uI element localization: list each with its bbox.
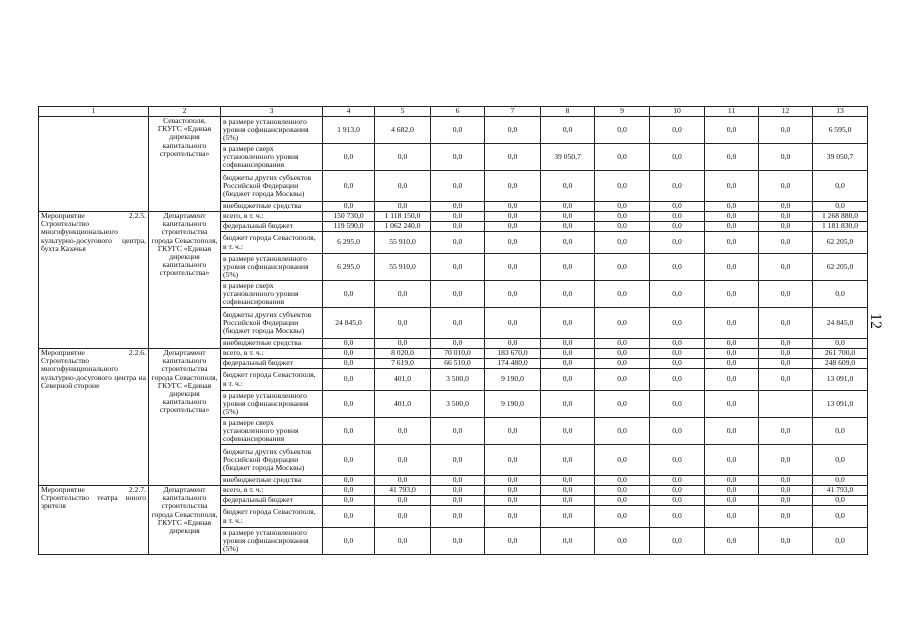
value-cell: 0,0 (541, 528, 595, 555)
value-cell: 0,0 (759, 445, 813, 476)
value-cell: 6 295,0 (323, 232, 375, 254)
value-cell: 0,0 (541, 486, 595, 496)
value-cell: 0,0 (705, 476, 759, 486)
measure-name-cell: Мероприятие 2.2.5. Строительство многофункционального культурно-досугового центра, бухта Казачья (39, 212, 149, 349)
value-cell: 41 793,0 (813, 486, 868, 496)
executor-cell: Департамент капитального строительства города Севастополя, ГКУГС «Единая дирекция капитального строительства» (149, 212, 221, 349)
value-cell: 0,0 (485, 222, 541, 232)
value-cell: 0,0 (705, 369, 759, 391)
value-cell: 401,0 (375, 369, 431, 391)
value-cell: 0,0 (431, 486, 485, 496)
funding-source-cell: всего, в т. ч.: (221, 349, 323, 359)
executor-cell: Департамент капитального строительства города Севастополя, ГКУГС «Единая дирекция (149, 486, 221, 555)
value-cell: 13 091,0 (813, 391, 868, 418)
value-cell: 0,0 (705, 339, 759, 349)
value-cell: 0,0 (595, 418, 650, 445)
funding-source-cell: бюджеты других субъектов Российской Федерации (бюджет города Москвы) (221, 308, 323, 339)
value-cell: 0,0 (759, 339, 813, 349)
value-cell: 0,0 (595, 281, 650, 308)
value-cell: 0,0 (431, 212, 485, 222)
funding-source-cell: бюджеты других субъектов Российской Федерации (бюджет города Москвы) (221, 171, 323, 202)
value-cell: 0,0 (705, 117, 759, 144)
value-cell: 0,0 (485, 144, 541, 171)
value-cell: 0,0 (705, 202, 759, 212)
value-cell: 39 050,7 (541, 144, 595, 171)
value-cell: 0,0 (431, 445, 485, 476)
value-cell: 0,0 (650, 171, 705, 202)
value-cell: 0,0 (323, 528, 375, 555)
page-number: 12 (867, 313, 884, 329)
value-cell: 0,0 (375, 339, 431, 349)
funding-source-cell: в размере установленного уровня софинансирования (5%) (221, 254, 323, 281)
funding-source-cell: федеральный бюджет (221, 222, 323, 232)
value-cell: 0,0 (323, 418, 375, 445)
value-cell: 13 091,0 (813, 369, 868, 391)
funding-source-cell: внебюджетные средства (221, 339, 323, 349)
funding-source-cell: в размере сверх установленного уровня софинансирования (221, 418, 323, 445)
value-cell: 0,0 (541, 281, 595, 308)
value-cell: 0,0 (431, 496, 485, 506)
budget-table (38, 106, 868, 555)
value-cell: 0,0 (650, 486, 705, 496)
value-cell: 0,0 (813, 171, 868, 202)
value-cell: 0,0 (595, 171, 650, 202)
value-cell: 0,0 (485, 202, 541, 212)
funding-source-cell: внебюджетные средства (221, 476, 323, 486)
value-cell: 0,0 (759, 359, 813, 369)
funding-source-cell: в размере сверх установленного уровня софинансирования (221, 281, 323, 308)
header-cell: 5 (375, 107, 431, 117)
value-cell: 0,0 (705, 144, 759, 171)
funding-source-cell: бюджет города Севастополя, в т. ч.: (221, 369, 323, 391)
value-cell: 39 050,7 (813, 144, 868, 171)
value-cell: 0,0 (595, 359, 650, 369)
value-cell: 0,0 (705, 171, 759, 202)
measure-name-cell (39, 117, 149, 212)
value-cell: 55 910,0 (375, 232, 431, 254)
value-cell: 0,0 (541, 254, 595, 281)
value-cell: 0,0 (650, 349, 705, 359)
value-cell: 0,0 (595, 391, 650, 418)
value-cell: 0,0 (375, 496, 431, 506)
value-cell: 0,0 (431, 339, 485, 349)
value-cell: 70 010,0 (431, 349, 485, 359)
value-cell (759, 391, 813, 418)
header-cell: 2 (149, 107, 221, 117)
value-cell: 24 845,0 (323, 308, 375, 339)
value-cell: 0,0 (541, 359, 595, 369)
header-cell: 13 (813, 107, 868, 117)
value-cell: 174 480,0 (485, 359, 541, 369)
funding-source-cell: в размере установленного уровня софинансирования (5%) (221, 391, 323, 418)
value-cell: 0,0 (485, 232, 541, 254)
value-cell: 0,0 (431, 144, 485, 171)
value-cell: 0,0 (759, 308, 813, 339)
value-cell: 0,0 (813, 496, 868, 506)
value-cell: 0,0 (485, 418, 541, 445)
value-cell: 0,0 (541, 202, 595, 212)
value-cell: 0,0 (705, 232, 759, 254)
funding-source-cell: федеральный бюджет (221, 496, 323, 506)
funding-source-cell: в размере установленного уровня софинансирования (5%) (221, 528, 323, 555)
value-cell: 0,0 (650, 117, 705, 144)
value-cell: 3 500,0 (431, 391, 485, 418)
executor-cell: Департамент капитального строительства города Севастополя, ГКУГС «Единая дирекция капитального строительства» (149, 349, 221, 486)
value-cell: 0,0 (705, 418, 759, 445)
value-cell: 0,0 (323, 281, 375, 308)
value-cell: 0,0 (595, 212, 650, 222)
value-cell: 150 730,0 (323, 212, 375, 222)
value-cell: 0,0 (759, 486, 813, 496)
value-cell: 0,0 (375, 528, 431, 555)
value-cell: 0,0 (485, 308, 541, 339)
value-cell: 62 205,0 (813, 232, 868, 254)
value-cell: 0,0 (595, 445, 650, 476)
header-cell: 6 (431, 107, 485, 117)
value-cell: 0,0 (431, 476, 485, 486)
value-cell: 0,0 (813, 528, 868, 555)
funding-source-cell: внебюджетные средства (221, 202, 323, 212)
value-cell: 119 590,0 (323, 222, 375, 232)
value-cell: 0,0 (759, 254, 813, 281)
value-cell: 0,0 (375, 202, 431, 212)
table-row (39, 117, 868, 144)
value-cell: 0,0 (705, 281, 759, 308)
value-cell: 0,0 (759, 281, 813, 308)
value-cell: 0,0 (705, 506, 759, 528)
value-cell: 0,0 (759, 212, 813, 222)
value-cell: 0,0 (485, 528, 541, 555)
value-cell: 0,0 (650, 308, 705, 339)
value-cell: 0,0 (705, 528, 759, 555)
value-cell: 0,0 (375, 171, 431, 202)
value-cell: 0,0 (375, 144, 431, 171)
value-cell: 0,0 (431, 232, 485, 254)
value-cell: 0,0 (595, 496, 650, 506)
value-cell: 0,0 (813, 339, 868, 349)
value-cell: 9 190,0 (485, 369, 541, 391)
value-cell: 0,0 (650, 445, 705, 476)
value-cell: 0,0 (595, 222, 650, 232)
value-cell: 0,0 (541, 222, 595, 232)
value-cell: 0,0 (541, 391, 595, 418)
value-cell: 0,0 (375, 418, 431, 445)
value-cell: 1 181 830,0 (813, 222, 868, 232)
value-cell: 0,0 (650, 202, 705, 212)
value-cell: 0,0 (650, 212, 705, 222)
value-cell: 0,0 (650, 232, 705, 254)
value-cell: 0,0 (595, 476, 650, 486)
value-cell: 0,0 (813, 418, 868, 445)
value-cell: 0,0 (485, 339, 541, 349)
value-cell: 8 020,0 (375, 349, 431, 359)
value-cell: 0,0 (650, 254, 705, 281)
value-cell: 0,0 (541, 349, 595, 359)
value-cell: 0,0 (323, 391, 375, 418)
value-cell: 0,0 (323, 506, 375, 528)
value-cell: 4 682,0 (375, 117, 431, 144)
value-cell: 0,0 (813, 476, 868, 486)
measure-name-cell: Мероприятие 2.2.7. Строительство театра юного зрителя (39, 486, 149, 555)
value-cell: 0,0 (705, 349, 759, 359)
funding-source-cell: бюджет города Севастополя, в т. ч.: (221, 506, 323, 528)
funding-source-cell: бюджет города Севастополя, в т. ч.: (221, 232, 323, 254)
value-cell: 0,0 (759, 144, 813, 171)
value-cell: 0,0 (705, 212, 759, 222)
value-cell: 0,0 (759, 349, 813, 359)
value-cell: 0,0 (431, 171, 485, 202)
funding-source-cell: всего, в т. ч.: (221, 486, 323, 496)
value-cell: 0,0 (323, 349, 375, 359)
value-cell: 0,0 (431, 418, 485, 445)
value-cell: 0,0 (541, 418, 595, 445)
header-cell: 8 (541, 107, 595, 117)
value-cell: 1 062 240,0 (375, 222, 431, 232)
value-cell: 0,0 (541, 212, 595, 222)
value-cell: 0,0 (595, 144, 650, 171)
value-cell: 0,0 (705, 308, 759, 339)
value-cell: 0,0 (650, 391, 705, 418)
value-cell: 0,0 (431, 528, 485, 555)
value-cell: 0,0 (595, 486, 650, 496)
value-cell: 0,0 (541, 496, 595, 506)
value-cell: 0,0 (541, 117, 595, 144)
value-cell: 248 609,0 (813, 359, 868, 369)
value-cell: 0,0 (485, 476, 541, 486)
value-cell: 0,0 (431, 281, 485, 308)
value-cell: 0,0 (541, 445, 595, 476)
value-cell: 0,0 (323, 496, 375, 506)
value-cell: 0,0 (485, 496, 541, 506)
value-cell: 0,0 (323, 445, 375, 476)
value-cell: 0,0 (375, 281, 431, 308)
value-cell: 0,0 (759, 222, 813, 232)
value-cell: 0,0 (650, 506, 705, 528)
value-cell: 0,0 (759, 117, 813, 144)
value-cell: 0,0 (595, 202, 650, 212)
value-cell: 0,0 (431, 506, 485, 528)
table-row (39, 349, 868, 359)
value-cell: 0,0 (541, 506, 595, 528)
funding-source-cell: всего, в т. ч.: (221, 212, 323, 222)
value-cell: 0,0 (759, 496, 813, 506)
value-cell: 0,0 (323, 171, 375, 202)
value-cell: 0,0 (595, 528, 650, 555)
value-cell: 0,0 (595, 232, 650, 254)
value-cell: 0,0 (323, 369, 375, 391)
value-cell: 0,0 (650, 359, 705, 369)
value-cell: 0,0 (650, 281, 705, 308)
value-cell: 0,0 (759, 506, 813, 528)
header-cell: 4 (323, 107, 375, 117)
funding-source-cell: в размере установленного уровня софинансирования (5%) (221, 117, 323, 144)
value-cell: 7 619,0 (375, 359, 431, 369)
value-cell: 0,0 (813, 281, 868, 308)
value-cell: 0,0 (705, 254, 759, 281)
value-cell: 0,0 (705, 222, 759, 232)
value-cell: 0,0 (375, 308, 431, 339)
header-cell: 7 (485, 107, 541, 117)
value-cell: 0,0 (541, 232, 595, 254)
value-cell: 1 913,0 (323, 117, 375, 144)
value-cell: 0,0 (375, 445, 431, 476)
value-cell: 0,0 (323, 202, 375, 212)
value-cell: 0,0 (485, 212, 541, 222)
value-cell: 0,0 (431, 222, 485, 232)
value-cell: 0,0 (323, 486, 375, 496)
value-cell: 0,0 (650, 476, 705, 486)
value-cell: 0,0 (323, 359, 375, 369)
value-cell: 183 670,0 (485, 349, 541, 359)
value-cell: 0,0 (485, 445, 541, 476)
value-cell: 62 205,0 (813, 254, 868, 281)
value-cell: 0,0 (375, 506, 431, 528)
value-cell: 0,0 (759, 202, 813, 212)
value-cell: 0,0 (595, 349, 650, 359)
table-row (39, 486, 868, 496)
value-cell: 0,0 (541, 476, 595, 486)
value-cell: 0,0 (541, 339, 595, 349)
funding-source-cell: федеральный бюджет (221, 359, 323, 369)
value-cell: 0,0 (485, 506, 541, 528)
value-cell: 0,0 (431, 308, 485, 339)
value-cell: 0,0 (650, 222, 705, 232)
value-cell: 0,0 (595, 339, 650, 349)
value-cell: 0,0 (705, 391, 759, 418)
value-cell: 0,0 (759, 369, 813, 391)
value-cell: 0,0 (541, 308, 595, 339)
funding-source-cell: бюджеты других субъектов Российской Федерации (бюджет города Москвы) (221, 445, 323, 476)
value-cell: 6 295,0 (323, 254, 375, 281)
value-cell: 0,0 (323, 476, 375, 486)
value-cell: 0,0 (595, 254, 650, 281)
value-cell: 6 595,0 (813, 117, 868, 144)
value-cell: 66 510,0 (431, 359, 485, 369)
value-cell: 0,0 (759, 418, 813, 445)
value-cell: 0,0 (759, 476, 813, 486)
value-cell: 0,0 (541, 369, 595, 391)
value-cell: 0,0 (759, 528, 813, 555)
value-cell: 0,0 (485, 486, 541, 496)
value-cell: 55 910,0 (375, 254, 431, 281)
value-cell: 1 118 150,0 (375, 212, 431, 222)
value-cell: 0,0 (813, 445, 868, 476)
value-cell: 0,0 (375, 476, 431, 486)
header-cell: 12 (759, 107, 813, 117)
value-cell: 0,0 (323, 144, 375, 171)
value-cell: 0,0 (650, 528, 705, 555)
header-cell: 3 (221, 107, 323, 117)
value-cell: 0,0 (650, 144, 705, 171)
value-cell: 0,0 (650, 369, 705, 391)
value-cell: 0,0 (485, 254, 541, 281)
value-cell: 0,0 (431, 117, 485, 144)
value-cell: 0,0 (705, 445, 759, 476)
budget-table-page (38, 106, 868, 555)
header-cell: 10 (650, 107, 705, 117)
header-cell: 9 (595, 107, 650, 117)
header-cell: 1 (39, 107, 149, 117)
value-cell: 0,0 (541, 171, 595, 202)
value-cell: 0,0 (759, 232, 813, 254)
value-cell: 0,0 (323, 339, 375, 349)
value-cell: 0,0 (705, 359, 759, 369)
measure-name-cell: Мероприятие 2.2.6. Строительство многофункционального культурно-досугового центра на Северной стороне (39, 349, 149, 486)
header-row (39, 107, 868, 117)
value-cell: 0,0 (431, 254, 485, 281)
value-cell: 0,0 (650, 496, 705, 506)
table-row (39, 212, 868, 222)
funding-source-cell: в размере сверх установленного уровня софинансирования (221, 144, 323, 171)
value-cell: 0,0 (705, 496, 759, 506)
value-cell: 401,0 (375, 391, 431, 418)
value-cell: 0,0 (595, 308, 650, 339)
value-cell: 9 190,0 (485, 391, 541, 418)
value-cell: 0,0 (705, 486, 759, 496)
value-cell: 1 268 880,0 (813, 212, 868, 222)
value-cell: 0,0 (650, 418, 705, 445)
value-cell: 0,0 (485, 171, 541, 202)
value-cell: 0,0 (595, 117, 650, 144)
value-cell: 41 793,0 (375, 486, 431, 496)
value-cell: 24 845,0 (813, 308, 868, 339)
header-cell: 11 (705, 107, 759, 117)
executor-cell: Севастополя, ГКУГС «Единая дирекция капитального строительства» (149, 117, 221, 212)
value-cell: 0,0 (595, 369, 650, 391)
value-cell: 0,0 (485, 281, 541, 308)
value-cell: 0,0 (485, 117, 541, 144)
value-cell: 0,0 (650, 339, 705, 349)
value-cell: 0,0 (431, 202, 485, 212)
value-cell: 0,0 (595, 506, 650, 528)
value-cell: 261 700,0 (813, 349, 868, 359)
value-cell: 0,0 (813, 202, 868, 212)
value-cell: 0,0 (813, 506, 868, 528)
value-cell: 3 500,0 (431, 369, 485, 391)
value-cell: 0,0 (759, 171, 813, 202)
